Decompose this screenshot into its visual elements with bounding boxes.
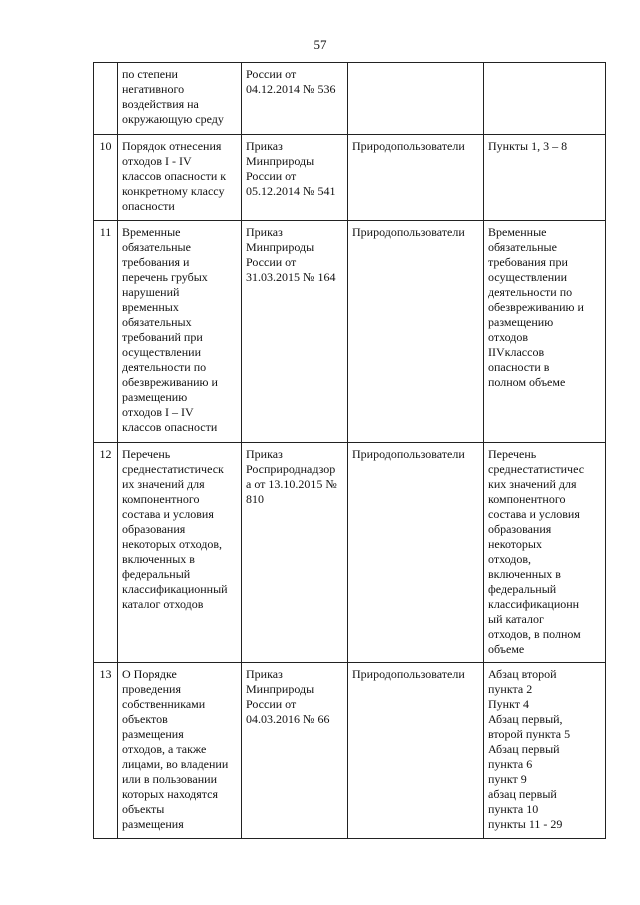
act-title-cell: Порядок отнесения отходов I - IV классов опасности к конкретному классу опасности bbox=[118, 135, 242, 221]
act-title-cell: Перечень среднестатистическ их значений для компонентного состава и условия образования некоторых отходов, включенных в федеральный классификационный каталог отходов bbox=[118, 443, 242, 663]
table-row bbox=[94, 135, 606, 221]
requirements-cell: Временные обязательные требования при осуществлении деятельности по обезвреживанию и размещению отходов IIVклассов опасности в полном объеме bbox=[484, 221, 606, 443]
requirements-cell: Перечень среднестатистичес ких значений для компонентного состава и условия образования некоторых отходов, включенных в федеральный классификационн ый каталог отходов, в полном объеме bbox=[484, 443, 606, 663]
table-row bbox=[94, 221, 606, 443]
subjects-cell: Природопользователи bbox=[348, 135, 484, 221]
act-title-cell: по степени негативного воздействия на окружающую среду bbox=[118, 63, 242, 135]
table-row bbox=[94, 63, 606, 135]
row-number-cell: 12 bbox=[94, 443, 118, 663]
subjects-cell bbox=[348, 63, 484, 135]
requirements-table bbox=[93, 62, 606, 839]
subjects-cell: Природопользователи bbox=[348, 221, 484, 443]
row-number-cell: 11 bbox=[94, 221, 118, 443]
legal-act-cell: Приказ Минприроды России от 05.12.2014 № 541 bbox=[242, 135, 348, 221]
requirements-cell: Пункты 1, 3 – 8 bbox=[484, 135, 606, 221]
legal-act-cell: Приказ Минприроды России от 04.03.2016 № 66 bbox=[242, 663, 348, 839]
row-number-cell: 10 bbox=[94, 135, 118, 221]
row-number-cell bbox=[94, 63, 118, 135]
requirements-cell bbox=[484, 63, 606, 135]
act-title-cell: Временные обязательные требования и перечень грубых нарушений временных обязательных требований при осуществлении деятельности по обезвреживанию и размещению отходов I – IV классов опасности bbox=[118, 221, 242, 443]
row-number-cell: 13 bbox=[94, 663, 118, 839]
page-number: 57 bbox=[313, 37, 327, 52]
requirements-cell: Абзац второй пункта 2 Пункт 4 Абзац первый, второй пункта 5 Абзац первый пункта 6 пункт 9 абзац первый пункта 10 пункты 11 - 29 bbox=[484, 663, 606, 839]
subjects-cell: Природопользователи bbox=[348, 443, 484, 663]
act-title-cell: О Порядке проведения собственниками объектов размещения отходов, а также лицами, во владении или в пользовании которых находятся объекты размещения bbox=[118, 663, 242, 839]
subjects-cell: Природопользователи bbox=[348, 663, 484, 839]
legal-act-cell: Приказ Росприроднадзор а от 13.10.2015 № 810 bbox=[242, 443, 348, 663]
table-row bbox=[94, 443, 606, 663]
table-row bbox=[94, 663, 606, 839]
legal-act-cell: Приказ Минприроды России от 31.03.2015 № 164 bbox=[242, 221, 348, 443]
legal-act-cell: России от 04.12.2014 № 536 bbox=[242, 63, 348, 135]
